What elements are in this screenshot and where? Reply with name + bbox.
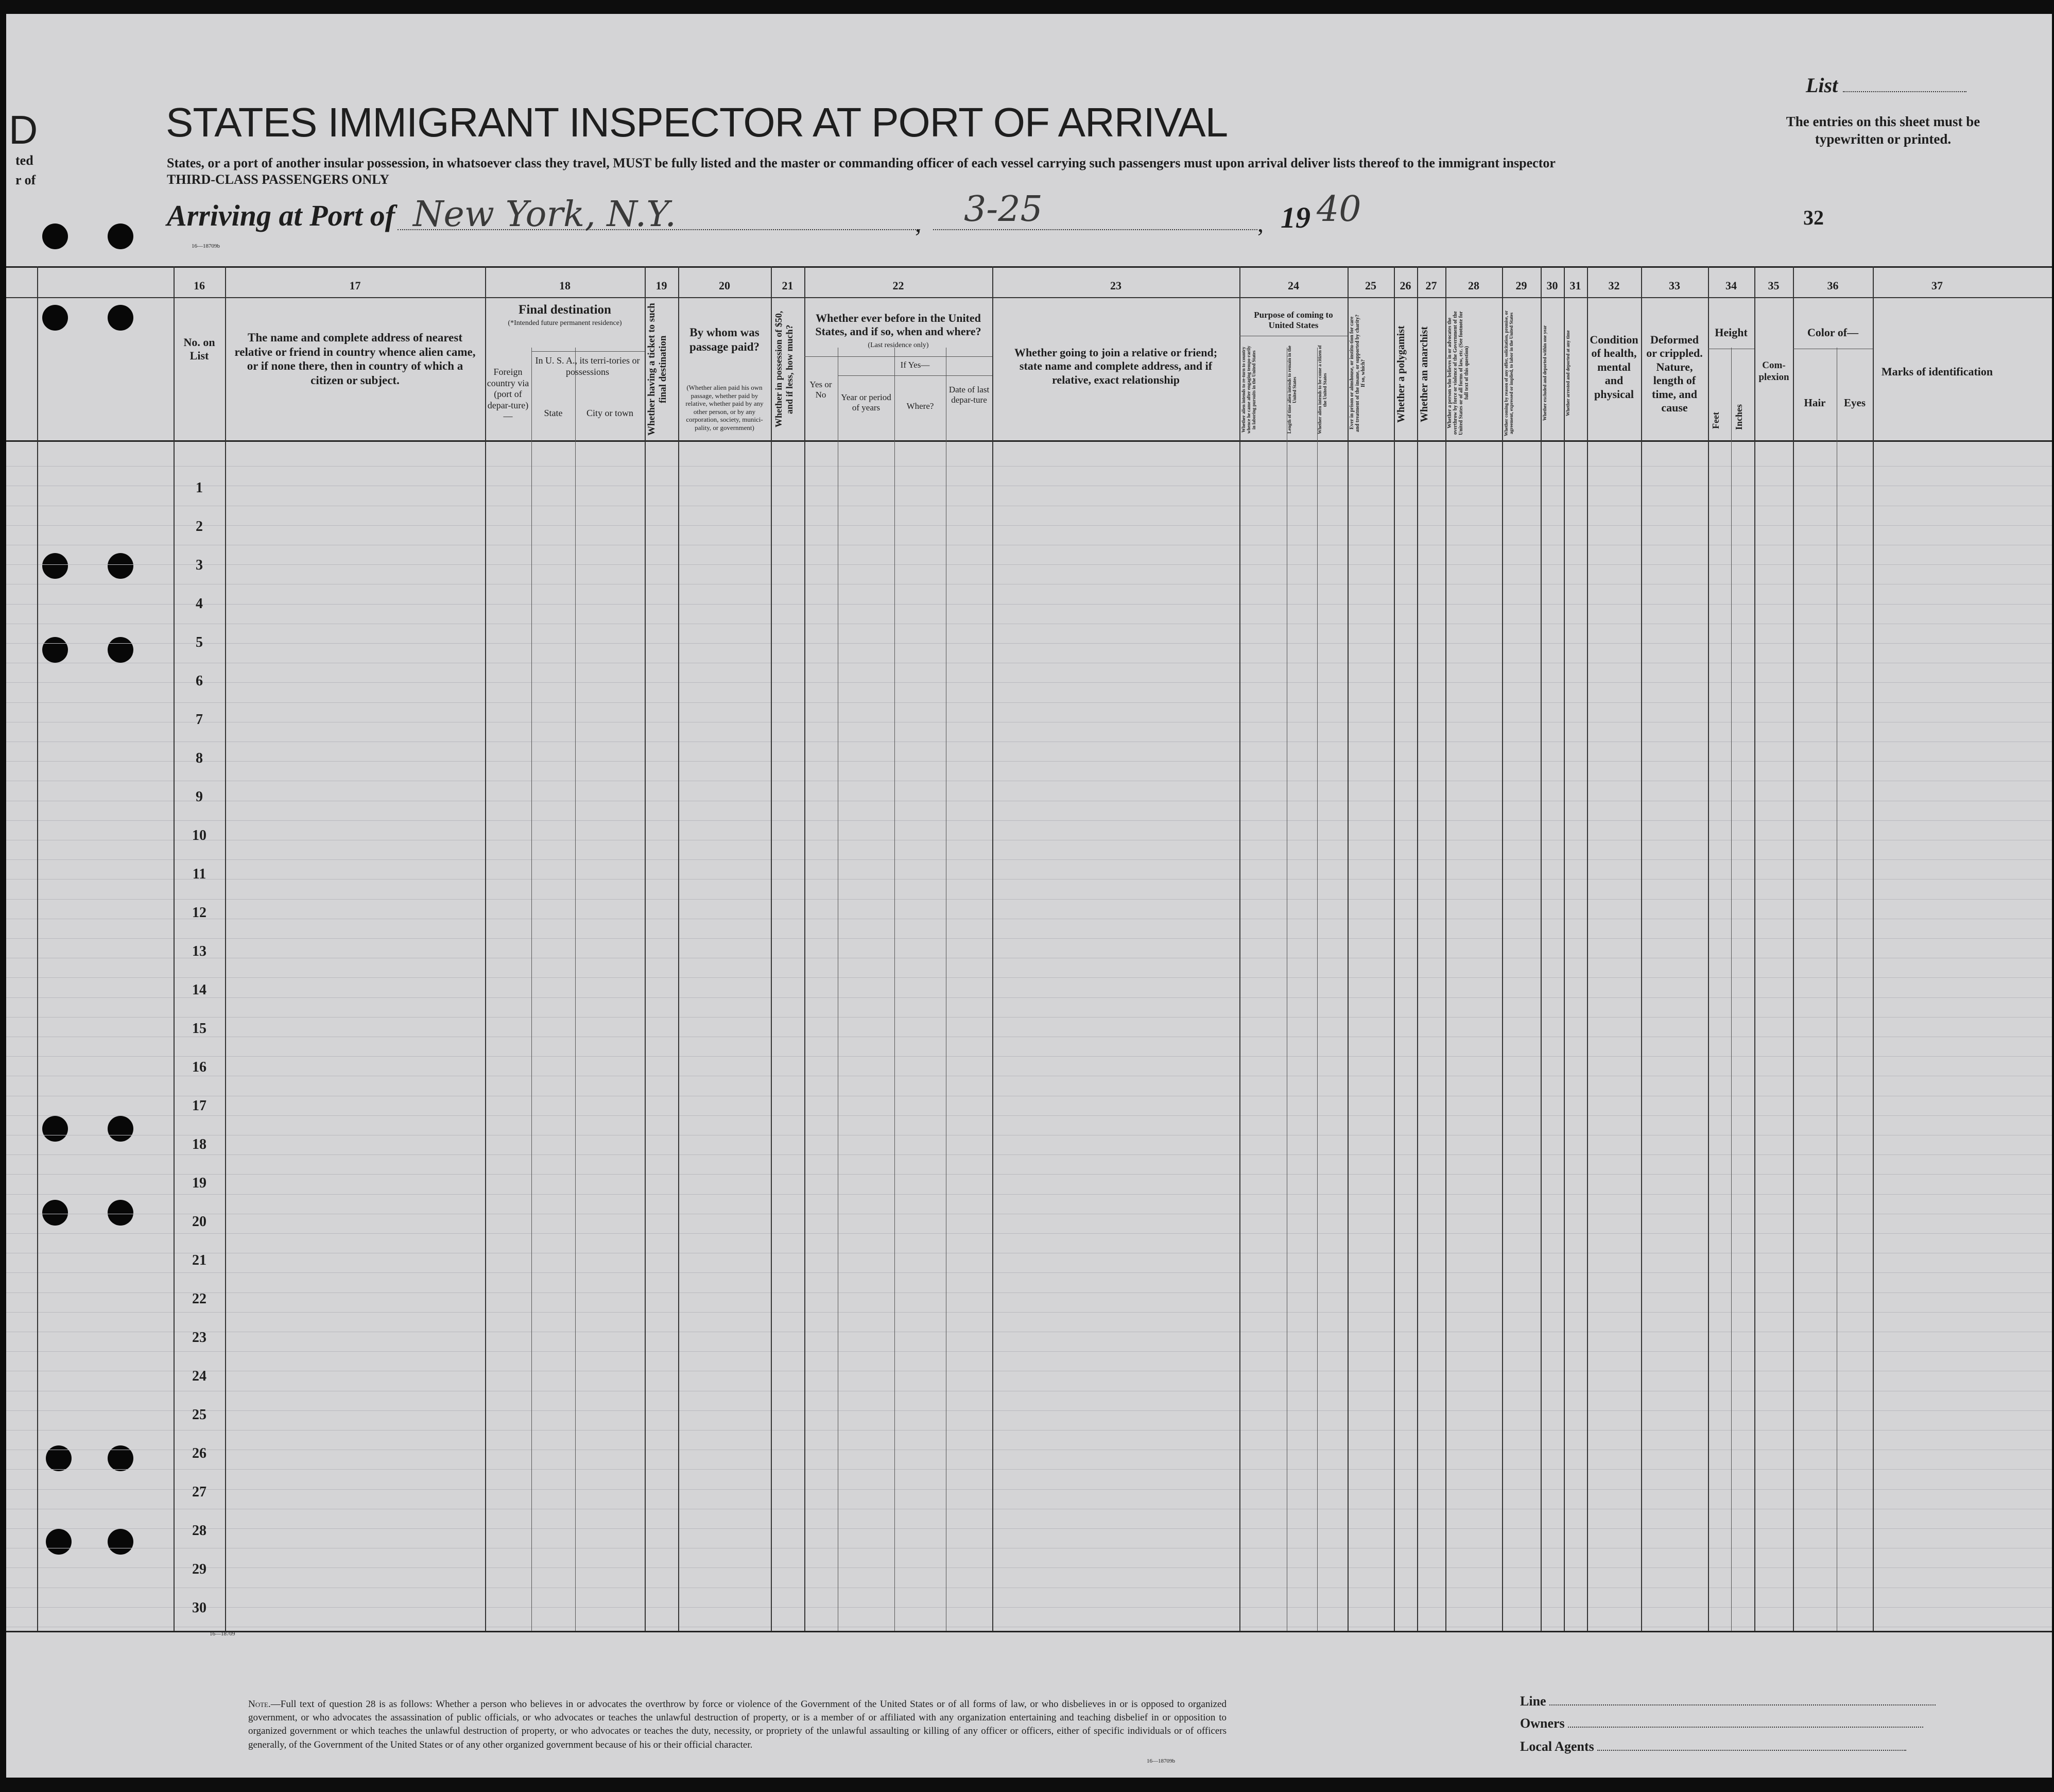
punch-hole [42, 637, 68, 663]
punch-hole [108, 1116, 133, 1142]
col-num-17: 17 [349, 279, 361, 292]
col-34-feet: Feet [1711, 412, 1721, 429]
row-number: 19 [192, 1175, 206, 1191]
ruled-line [6, 977, 2052, 978]
date-value: 3-25 [964, 189, 1043, 230]
col-num-32: 32 [1608, 279, 1620, 292]
line-underline [1549, 1704, 1936, 1705]
ruled-line [6, 997, 2052, 998]
column-number-rule [6, 297, 2052, 298]
row-number: 11 [192, 866, 206, 882]
row-number: 25 [192, 1407, 206, 1423]
column-divider [1793, 266, 1794, 1631]
comma-2: , [1257, 210, 1264, 237]
col-18-city: City or town [586, 408, 633, 418]
col-22-date: Date of last depar-ture [948, 385, 990, 405]
row-number: 4 [196, 596, 203, 612]
col-22-where: Where? [906, 401, 934, 411]
col-24-sub-2: Length of time alien intends to remain in the United States [1287, 346, 1297, 434]
ruled-line [6, 1174, 2052, 1175]
ruled-line [6, 879, 2052, 880]
list-label [1806, 73, 1966, 97]
col-22-yes-no: Yes or No [809, 380, 832, 400]
column-divider [1564, 266, 1565, 1631]
ruled-line [6, 859, 2052, 860]
form-number-top: 16—18709b [192, 243, 220, 249]
page-title: STATES IMMIGRANT INSPECTOR AT PORT OF ARRIVAL [166, 99, 1228, 145]
row-number: 28 [192, 1523, 206, 1539]
col-20-header: By whom was passage paid? [689, 326, 760, 353]
col-18-state: State [544, 408, 563, 418]
col-31-header: Whether arrested and deported at any time [1565, 330, 1570, 416]
table-top-rule [6, 266, 2052, 268]
col-num-25: 25 [1365, 279, 1376, 292]
ruled-line [6, 1607, 2052, 1608]
col-num-19: 19 [655, 279, 667, 292]
ruled-line [6, 604, 2052, 605]
instruction-text: States, or a port of another insular possession, in whatsoever class they travel, MUST be fully listed and the master or commanding officer of each vessel carrying such passengers must upon arrival deliver lists thereof to the immigrant inspector [167, 156, 1556, 170]
col-26-header: Whether a polygamist [1395, 325, 1407, 423]
col-num-23: 23 [1110, 279, 1121, 292]
col-22-header: Whether ever before in the United States, and if so, when and where? [815, 312, 981, 338]
row-number: 23 [192, 1330, 206, 1346]
column-divider [1348, 266, 1349, 1631]
row-number: 29 [192, 1561, 206, 1577]
column-divider [225, 266, 226, 1631]
col-23-header: Whether going to join a relative or friend; state name and complete address, and if relative, exact relationship [1014, 346, 1218, 386]
col-18-header: Final destination [519, 303, 611, 317]
row-number: 17 [192, 1098, 206, 1114]
ruled-line [6, 1272, 2052, 1273]
row-number: 26 [192, 1445, 206, 1461]
row-number: 2 [196, 519, 203, 535]
form-number-table: 16—18709 [210, 1631, 235, 1637]
col-18-foreign: Foreign country via (port of depar-ture)— [487, 367, 529, 422]
punch-hole [108, 1200, 133, 1226]
owners-label: Owners [1520, 1716, 1565, 1731]
col-29-header: Whether coming by reason of any offer, solicitation, promise, or agreement, expressed or implied, to labor in the United States [1504, 310, 1514, 436]
col-33-header: Deformed or crippled. Nature, length of time, and cause [1646, 333, 1703, 414]
port-label: Arriving at Port of [167, 199, 395, 232]
ruled-line [6, 1410, 2052, 1411]
col-num-16: 16 [194, 279, 205, 292]
agents-label: Local Agents [1520, 1739, 1594, 1754]
ruled-line [6, 1567, 2052, 1568]
col-36-header: Color of— [1807, 326, 1859, 339]
col-num-27: 27 [1425, 279, 1437, 292]
col-18-usa: In U. S. A., its terri-tories or possessions [535, 355, 640, 377]
column-divider [1417, 266, 1418, 1631]
ruled-line [6, 1194, 2052, 1195]
list-underline [1843, 91, 1966, 92]
sub-column-divider [575, 348, 576, 1631]
ruled-line [6, 761, 2052, 762]
row-number: 16 [192, 1059, 206, 1075]
row-number: 24 [192, 1368, 206, 1384]
row-number: 12 [192, 905, 206, 921]
owners-underline [1568, 1727, 1923, 1728]
list-note: The entries on this sheet must be typewritten or printed. [1786, 114, 1980, 147]
ruled-line [6, 1056, 2052, 1057]
row-number: 20 [192, 1214, 206, 1230]
col-num-28: 28 [1468, 279, 1479, 292]
column-divider [1587, 266, 1588, 1631]
line-label: Line [1520, 1694, 1546, 1709]
list-label-text: List [1806, 74, 1838, 97]
column-divider [678, 266, 679, 1631]
col-30-header: Whether excluded and deported within one year [1542, 325, 1547, 421]
ruled-line [6, 1489, 2052, 1490]
ruled-line [6, 1115, 2052, 1116]
sub-column-divider [1317, 348, 1318, 1631]
punch-hole [42, 1116, 68, 1142]
col-num-26: 26 [1400, 279, 1411, 292]
ruled-line [6, 525, 2052, 526]
punch-hole [108, 637, 133, 663]
col-19-header: Whether having a ticket to such final destination [646, 303, 668, 436]
col-22-sub: (Last residence only) [868, 341, 929, 349]
col-36-eyes: Eyes [1844, 397, 1866, 409]
col-37-header: Marks of identification [1881, 365, 1993, 378]
column-divider [1394, 266, 1395, 1631]
column-divider [1754, 266, 1755, 1631]
column-divider [485, 266, 486, 1631]
ruled-line [6, 1528, 2052, 1529]
year-prefix: 19 [1281, 201, 1310, 234]
col-24-sub-3: Whether alien intends to be-come a citizen of the United States [1317, 345, 1327, 435]
col-36-hair: Hair [1804, 397, 1826, 409]
column-divider [1239, 266, 1240, 1631]
column-divider [1641, 266, 1642, 1631]
row-number: 1 [196, 480, 203, 496]
col-17-header: The name and complete address of nearest relative or friend in country whence alien came, or if none there, then in country of which a citizen or subject. [234, 331, 476, 387]
ruled-line [6, 466, 2052, 467]
comma-1: , [915, 210, 921, 237]
col-35-header: Com-plexion [1758, 360, 1789, 383]
column-divider [1502, 266, 1503, 1631]
col-num-33: 33 [1669, 279, 1680, 292]
col-18-sub: (*Intended future permanent residence) [508, 319, 622, 327]
col-num-37: 37 [1931, 279, 1943, 292]
column-divider [1873, 266, 1874, 1631]
ruled-line [6, 1017, 2052, 1018]
title-fragment: D [9, 107, 38, 152]
row-number: 18 [192, 1136, 206, 1152]
form-number-bottom: 16—18709b [1147, 1758, 1175, 1764]
column-divider [804, 266, 805, 1631]
col-num-18: 18 [559, 279, 571, 292]
sub-column-divider [894, 348, 895, 1631]
row-number: 3 [196, 557, 203, 573]
ruled-line [6, 820, 2052, 821]
column-divider [37, 266, 38, 1631]
col-num-20: 20 [719, 279, 730, 292]
row-number: 10 [192, 828, 206, 843]
col-24-header: Purpose of coming to United States [1254, 310, 1333, 331]
row-number: 27 [192, 1484, 206, 1500]
punch-hole [108, 1529, 133, 1555]
col-32-header: Condition of health, mental and physical [1590, 333, 1638, 401]
row-number: 6 [196, 673, 203, 689]
punch-hole [46, 1529, 72, 1555]
punch-hole [108, 305, 133, 331]
col-25-header: Ever in prison or almshouse, or institu-tion for care and treatment of the insane, or supported by charity? If so, which? [1349, 314, 1366, 432]
margin-fragment-2: r of [15, 173, 36, 187]
column-divider [1708, 266, 1709, 1631]
column-divider [1445, 266, 1446, 1631]
ruled-line [6, 643, 2052, 644]
col-34-inches: Inches [1734, 404, 1744, 430]
col-22-if-yes-rule [838, 375, 992, 376]
column-divider [645, 266, 646, 1631]
col-27-header: Whether an anarchist [1419, 326, 1430, 422]
row-number: 8 [196, 750, 203, 766]
sub-column-divider [1731, 348, 1732, 1631]
passenger-class: THIRD-CLASS PASSENGERS ONLY [167, 172, 390, 187]
row-number: 9 [196, 789, 203, 805]
col-21-header: Whether in possession of $50, and if less, how much? [773, 311, 795, 428]
punch-hole [42, 553, 68, 579]
header-bottom-rule [6, 440, 2052, 442]
col-num-36: 36 [1827, 279, 1839, 292]
punch-hole [42, 1200, 68, 1226]
ruled-line [6, 682, 2052, 683]
punch-hole [42, 223, 68, 249]
row-number: 15 [192, 1021, 206, 1037]
col-num-22: 22 [892, 279, 904, 292]
punch-hole [108, 553, 133, 579]
manifest-sheet [6, 14, 2052, 1778]
line-field [1520, 1694, 1936, 1709]
col-num-24: 24 [1288, 279, 1299, 292]
year-value: 40 [1317, 189, 1361, 230]
sub-column-divider [531, 348, 532, 1631]
column-divider [992, 266, 993, 1631]
col-num-30: 30 [1546, 279, 1558, 292]
col-24-sub-1: Whether alien intends to re-turn to country whence he came after engaging tempo-rarily in laboring pursuits in the United States [1241, 346, 1256, 434]
row-number: 7 [196, 712, 203, 728]
col-28-header: Whether a person who believes in or advocates the overthrow by force or violence of the Government of the United States or of all forms of law, etc. (See footnote for full text of this question) [1447, 311, 1470, 435]
footnote-text: —Full text of question 28 is as follows: Whether a person who believes in or advocates the overthrow by force or violence of the Government of the United States or of all forms of law, or who disbelieves in or is opposed to organized government, or who advocates the assassination of public officials, or who advocates or teaches the unlawful destruction of property, or is a member of or affiliated with any organization entertaining and teaching disbelief in or opposition to organized government or which teaches the unlawful destruction of property, or who advocates or teaches the duty, necessity, or propriety of the unlawful assaulting or killing of any officer or officers, either of specific individuals or of officers generally, of the Government of the United States or of any other organized government because of his or their official character. [248, 1699, 1227, 1750]
ruled-line [6, 1312, 2052, 1313]
col-num-34: 34 [1725, 279, 1737, 292]
col-34-header: Height [1715, 326, 1748, 339]
footnote-label: Note. [248, 1699, 271, 1710]
ruled-line [6, 938, 2052, 939]
owners-field [1520, 1716, 1923, 1731]
row-number: 14 [192, 982, 206, 998]
col-22-if-yes: If Yes— [900, 360, 930, 370]
col-num-35: 35 [1768, 279, 1780, 292]
ruled-line [6, 899, 2052, 900]
agents-field [1520, 1739, 1906, 1754]
ruled-line [6, 1469, 2052, 1470]
column-divider [771, 266, 772, 1631]
row-number: 13 [192, 943, 206, 959]
col-num-29: 29 [1515, 279, 1527, 292]
punch-hole [42, 305, 68, 331]
col-18-sub-rule [531, 351, 645, 352]
ruled-line [6, 1351, 2052, 1352]
ruled-line [6, 1430, 2052, 1431]
col-num-21: 21 [782, 279, 793, 292]
row-number: 30 [192, 1600, 206, 1616]
footnote [248, 1698, 1227, 1752]
col-20-note: (Whether alien paid his own passage, whether paid by relative, whether paid by any other person, or by any corporation, society, munici-pality, or government) [685, 384, 764, 432]
ruled-line [6, 564, 2052, 565]
col-16-header: No. on List [183, 336, 215, 363]
port-value: New York, N.Y. [413, 194, 676, 235]
row-number: 22 [192, 1291, 206, 1307]
ruled-line [6, 1233, 2052, 1234]
agents-underline [1597, 1750, 1906, 1751]
col-22-year: Year or period of years [841, 392, 891, 413]
punch-hole [108, 223, 133, 249]
table-bottom-rule [6, 1631, 2052, 1632]
col-22-sub-rule [804, 356, 992, 357]
margin-fragment-1: ted [15, 153, 33, 168]
row-number: 5 [196, 634, 203, 650]
column-divider [1541, 266, 1542, 1631]
col-num-31: 31 [1569, 279, 1581, 292]
row-number: 21 [192, 1252, 206, 1268]
ruled-line [6, 702, 2052, 703]
sheet-number: 32 [1803, 206, 1824, 229]
